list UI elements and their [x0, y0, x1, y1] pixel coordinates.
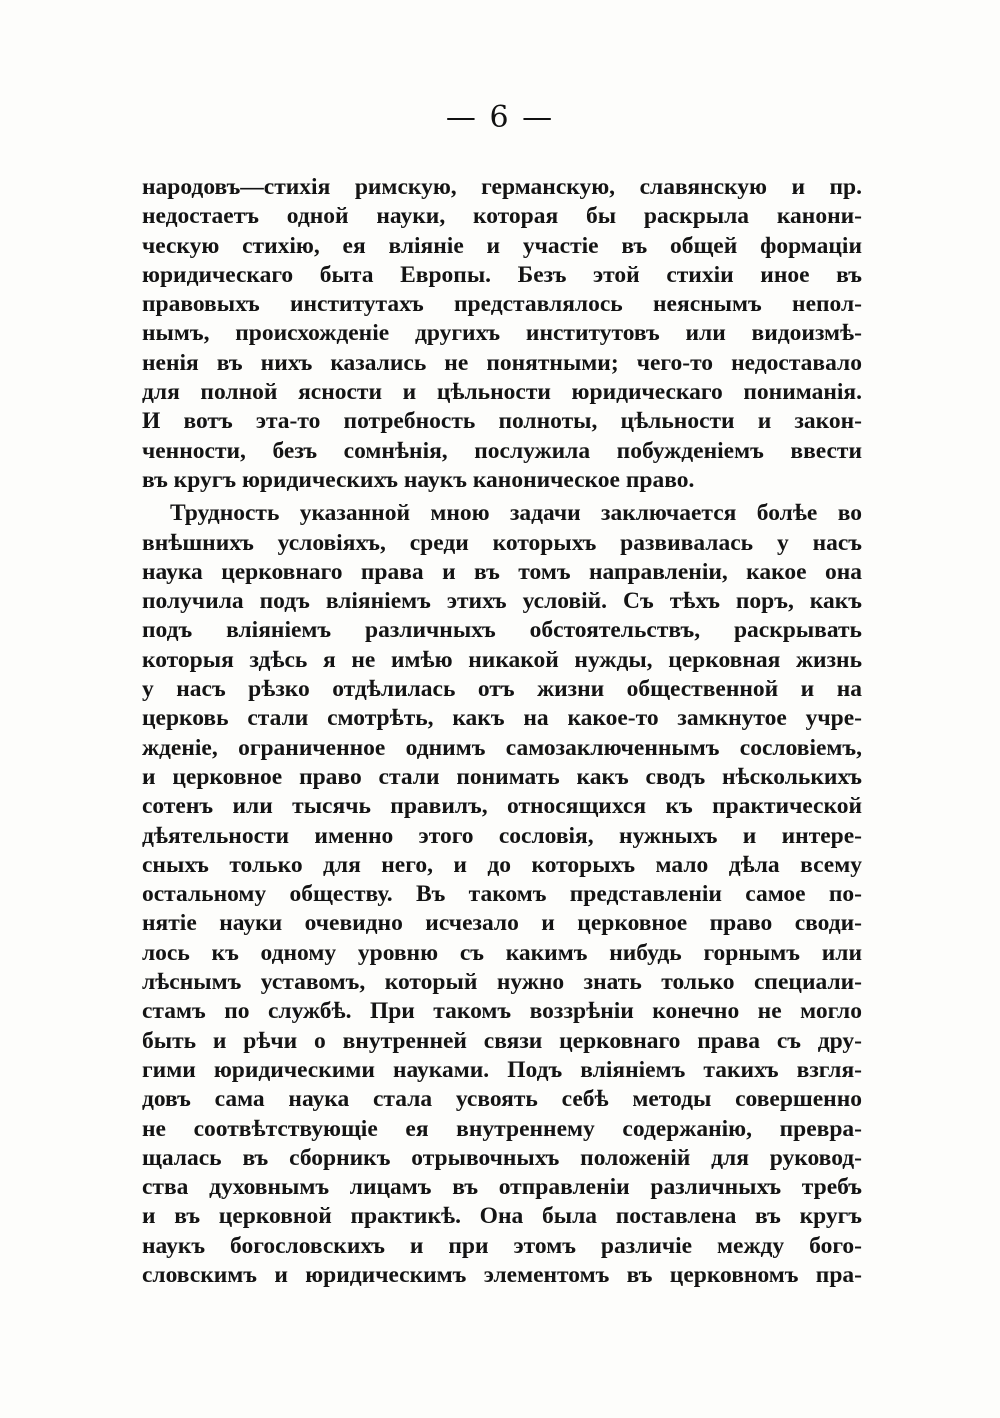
text-line: жденіе, ограниченное однимъ самозаключеннымъ сословіемъ, — [142, 734, 862, 761]
text-line: правовыхъ институтахъ представлялось неяснымъ непол- — [142, 291, 862, 318]
text-line: лѣснымъ уставомъ, который нужно знать только специали- — [142, 969, 862, 996]
text-line: щалась въ сборникъ отрывочныхъ положеній для руковод- — [142, 1144, 862, 1171]
text-line: нымъ, происхожденіе другихъ институтовъ или видоизмѣ- — [142, 320, 862, 347]
text-line: юридическаго быта Европы. Безъ этой стихіи иное въ — [142, 261, 862, 288]
text-line: церковь стали смотрѣть, какъ на какое-то замкнутое учре- — [142, 705, 862, 732]
text-line: ченности, безъ сомнѣнія, послужила побужденіемъ ввести — [142, 437, 862, 464]
text-line: И вотъ эта-то потребность полноты, цѣльности и закон- — [142, 408, 862, 435]
text-line: у насъ рѣзко отдѣлилась отъ жизни общественной и на — [142, 676, 862, 703]
paragraph-1 — [142, 173, 862, 495]
text-line: быть и рѣчи о внутренней связи церковнаго права съ дру- — [142, 1027, 862, 1054]
text-line: недостаетъ одной науки, которая бы раскрыла канони- — [142, 203, 862, 230]
text-line: въ кругъ юридическихъ наукъ каноническое право. — [142, 466, 695, 493]
text-line: гими юридическими науками. Подъ вліяніемъ такихъ взгля- — [142, 1056, 862, 1083]
text-line: ства духовнымъ лицамъ въ отправленіи различныхъ требъ — [142, 1174, 862, 1201]
text-line: Трудность указанной мною задачи заключается болѣе во — [170, 500, 862, 527]
page-number: — 6 — — [445, 100, 555, 135]
text-line: ненія въ нихъ казались не понятными; чего-то недоставало — [142, 349, 862, 376]
text-line: сныхъ только для него, и до которыхъ мало дѣла всему — [142, 851, 862, 878]
text-line: и въ церковной практикѣ. Она была поставлена въ кругъ — [142, 1203, 862, 1230]
text-line: народовъ—стихія римскую, германскую, славянскую и пр. — [142, 174, 862, 200]
text-line: дѣятельности именно этого сословія, нужныхъ и интере- — [142, 822, 862, 849]
text-line: ческую стихію, ея вліяніе и участіе въ общей формаціи — [142, 232, 862, 259]
text-line: которыя здѣсь я не имѣю никакой нужды, церковная жизнь — [142, 646, 862, 673]
text-line: словскимъ и юридическимъ элементомъ въ церковномъ пра- — [142, 1261, 862, 1288]
text-line: подъ вліяніемъ различныхъ обстоятельствъ, раскрывать — [142, 617, 862, 644]
text-line: лось къ одному уровню съ какимъ нибудь горнымъ или — [142, 939, 862, 966]
text-line: довъ сама наука стала усвоять себѣ методы совершенно — [142, 1086, 862, 1113]
text-line: для полной ясности и цѣльности юридическаго пониманія. — [142, 379, 862, 406]
text-line: нятіе науки очевидно исчезало и церковное право своди- — [142, 910, 862, 937]
paragraph-2 — [142, 499, 862, 1290]
text-line: и церковное право стали понимать какъ сводъ нѣсколькихъ — [142, 763, 862, 790]
text-line: наукъ богословскихъ и при этомъ различіе между бого- — [142, 1232, 862, 1259]
text-line: получила подъ вліяніемъ этихъ условій. Съ тѣхъ поръ, какъ — [142, 588, 862, 615]
body-text — [142, 173, 862, 1290]
text-line: сотенъ или тысячь правилъ, относящихся къ практической — [142, 793, 862, 820]
text-line: не соотвѣтствующіе ея внутреннему содержанію, превра- — [142, 1115, 862, 1142]
text-line: внѣшнихъ условіяхъ, среди которыхъ развивалась у насъ — [142, 529, 862, 556]
text-line: остальному обществу. Въ такомъ представленіи самое по- — [142, 881, 862, 908]
text-line: наука церковнаго права и въ томъ направленіи, какое она — [142, 558, 862, 585]
text-line: стамъ по службѣ. При такомъ воззрѣніи конечно не могло — [142, 998, 862, 1025]
